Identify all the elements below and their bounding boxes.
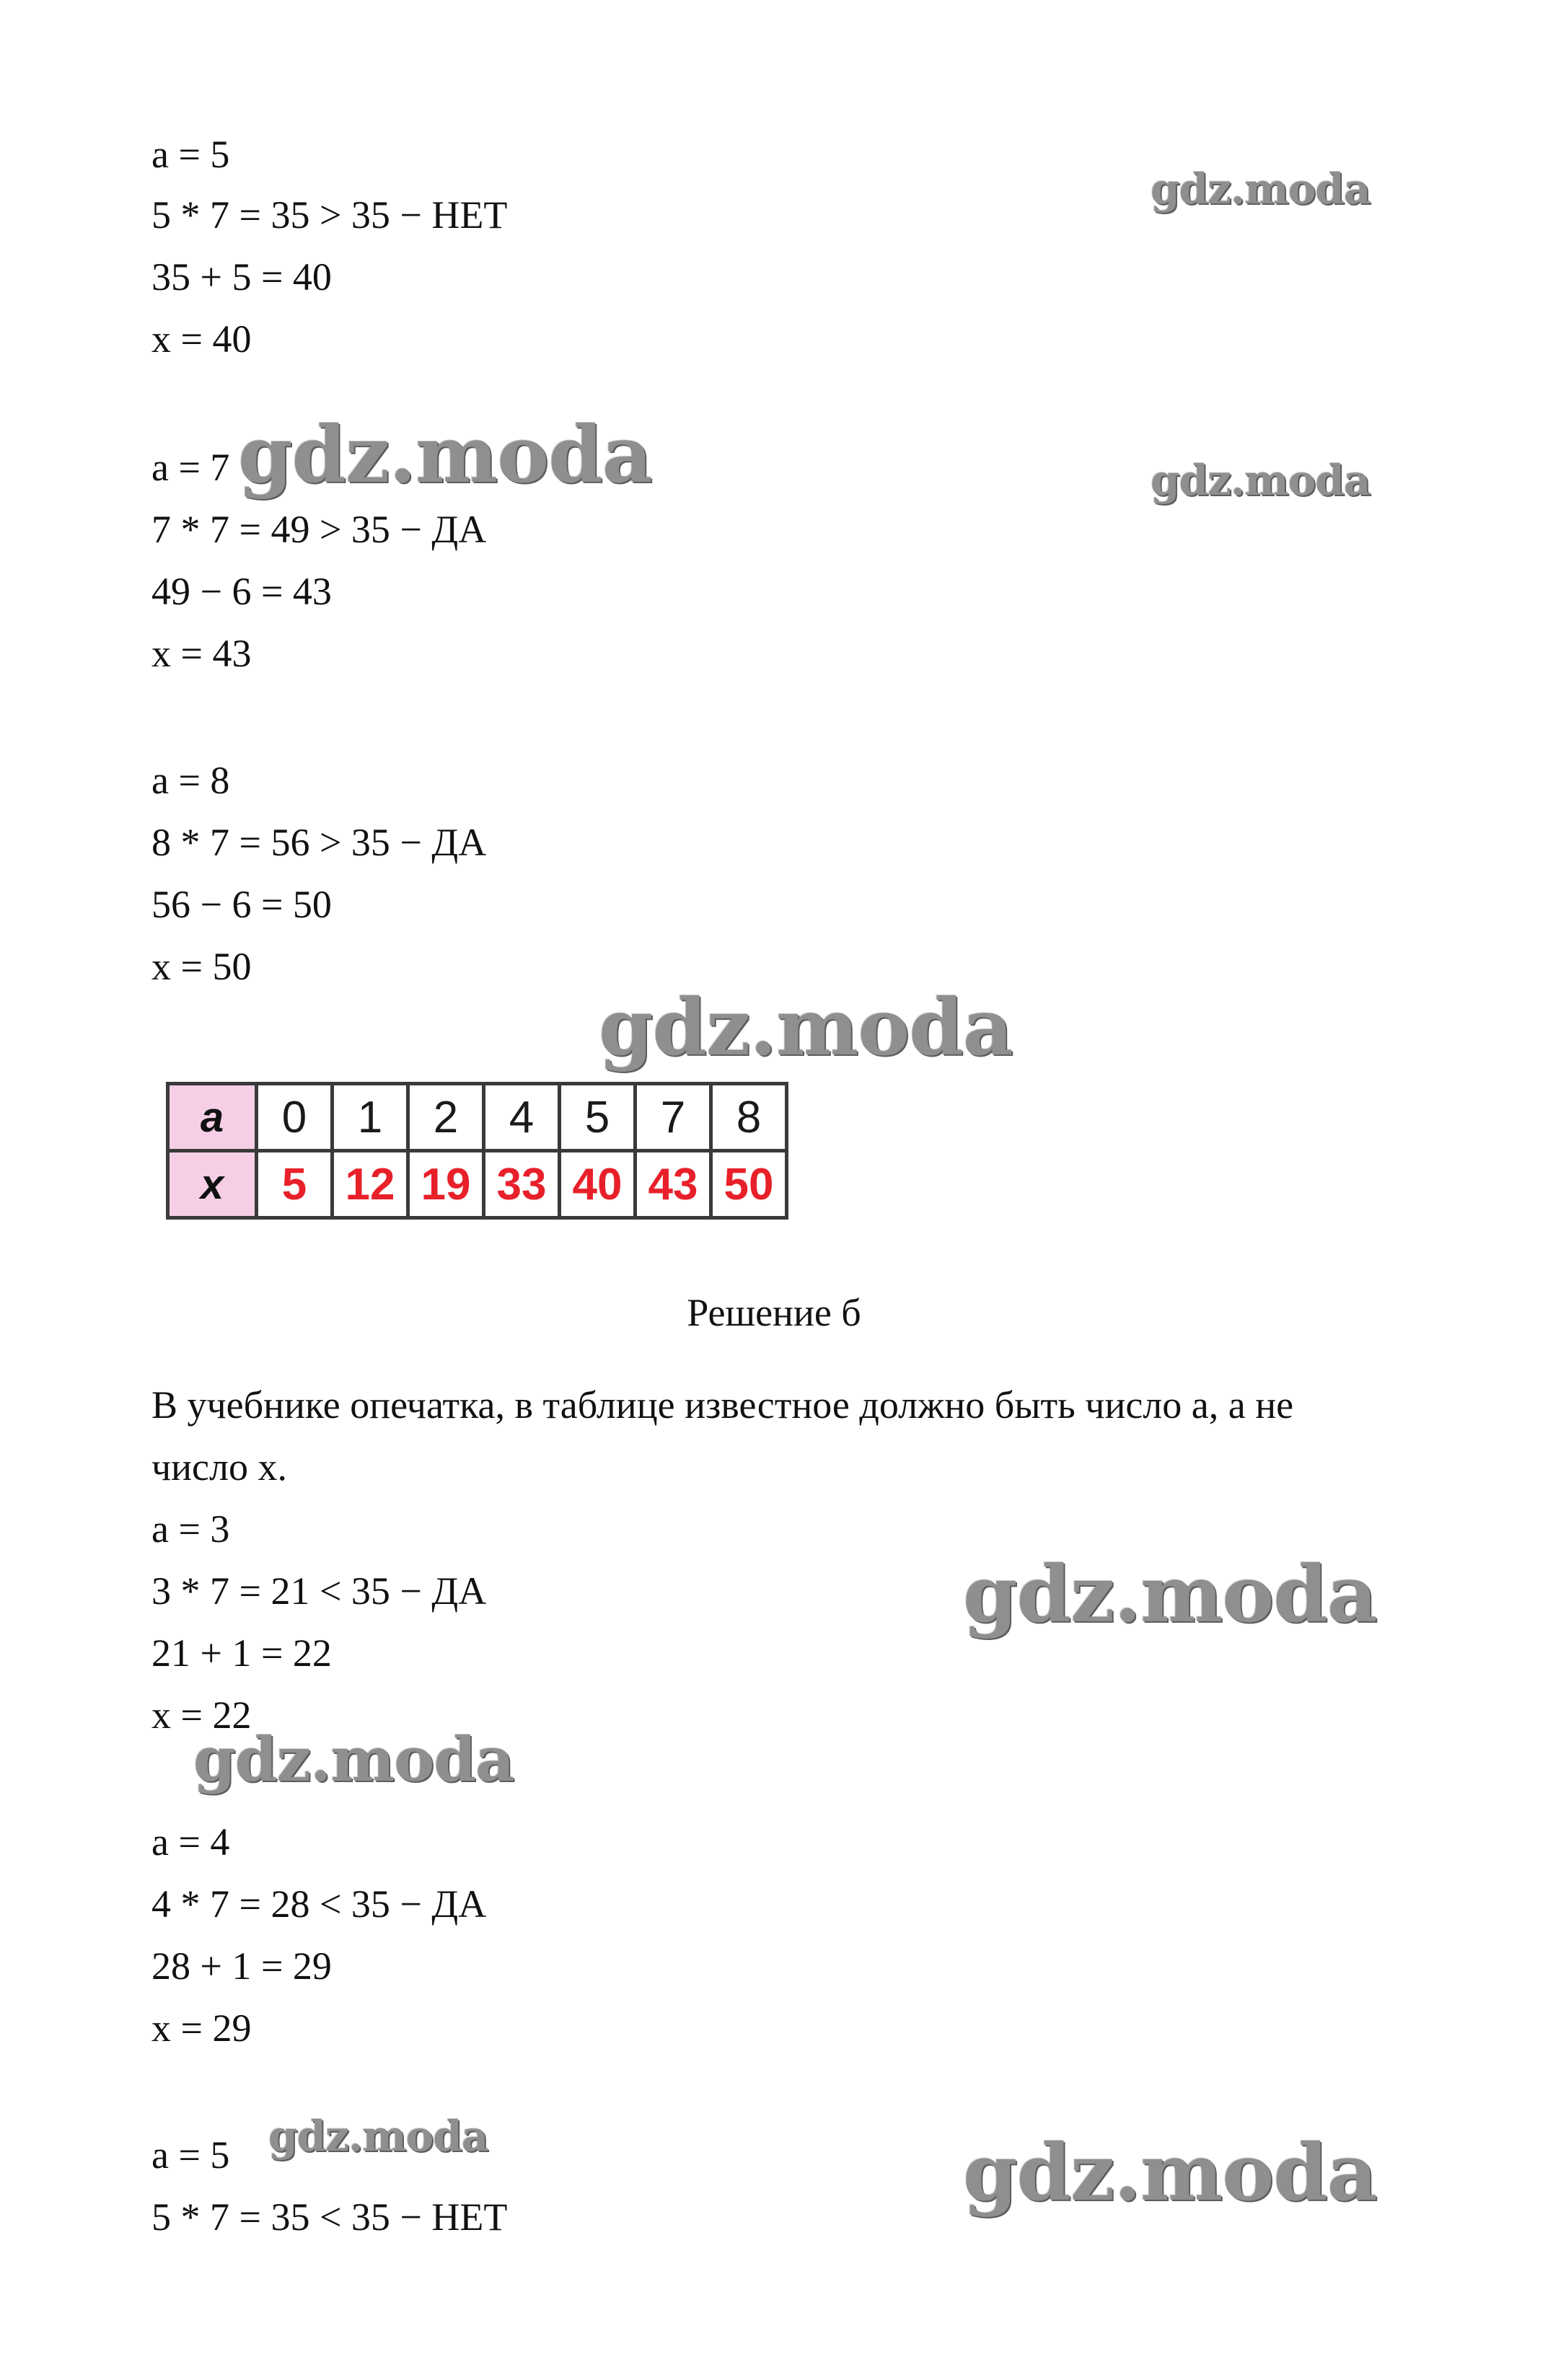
a-value-cell: 4 (484, 1084, 560, 1151)
equation-line: 49 − 6 = 43 (151, 570, 332, 613)
equation-line: 35 + 5 = 40 (151, 255, 332, 299)
equation-line: 56 − 6 = 50 (151, 883, 332, 926)
x-value-cell: 33 (484, 1151, 560, 1218)
a-value-cell: 8 (711, 1084, 787, 1151)
a-value-cell: 7 (636, 1084, 711, 1151)
answer-table (166, 1082, 788, 1220)
equation-line: a = 4 (151, 1820, 230, 1864)
equation-line: a = 5 (151, 2133, 230, 2177)
solution-heading: Решение б (687, 1291, 861, 1334)
watermark-logo: gdz.moda (599, 982, 1013, 1073)
x-value-cell: 40 (560, 1151, 636, 1218)
note-line: В учебнике опечатка, в таблице известное должно быть число а, а не (151, 1383, 1294, 1427)
a-value-cell: 1 (333, 1084, 408, 1151)
a-value-cell: 2 (408, 1084, 484, 1151)
equation-line: x = 40 (151, 317, 252, 361)
watermark-logo: gdz.moda (238, 410, 652, 501)
table-row-x (168, 1151, 787, 1218)
watermark-logo: gdz.moda (963, 1549, 1377, 1640)
equation-line: x = 22 (151, 1693, 252, 1737)
equation-line: 3 * 7 = 21 < 35 − ДА (151, 1569, 487, 1613)
equation-line: a = 8 (151, 759, 230, 802)
x-value-cell: 43 (636, 1151, 711, 1218)
equation-line: 4 * 7 = 28 < 35 − ДА (151, 1882, 487, 1926)
equation-line: a = 7 (151, 446, 230, 489)
x-value-cell: 19 (408, 1151, 484, 1218)
equation-line: x = 29 (151, 2006, 252, 2050)
row-label-x: x (168, 1151, 257, 1218)
equation-line: 21 + 1 = 22 (151, 1631, 332, 1675)
equation-line: a = 3 (151, 1507, 230, 1551)
watermark-logo: gdz.moda (1151, 456, 1371, 505)
equation-line: 5 * 7 = 35 < 35 − НЕТ (151, 2195, 508, 2239)
equation-line: x = 43 (151, 632, 252, 675)
equation-line: 7 * 7 = 49 > 35 − ДА (151, 508, 487, 551)
a-value-cell: 0 (257, 1084, 333, 1151)
watermark-logo: gdz.moda (268, 2112, 488, 2161)
equation-line: 8 * 7 = 56 > 35 − ДА (151, 821, 487, 864)
note-line: число х. (151, 1445, 287, 1489)
x-value-cell: 50 (711, 1151, 787, 1218)
x-value-cell: 5 (257, 1151, 333, 1218)
watermark-logo: gdz.moda (193, 1724, 514, 1795)
equation-line: 5 * 7 = 35 > 35 − НЕТ (151, 193, 508, 237)
watermark-logo: gdz.moda (963, 2128, 1377, 2218)
equation-line: 28 + 1 = 29 (151, 1944, 332, 1988)
equation-line: a = 5 (151, 133, 230, 176)
table-row-a (168, 1084, 787, 1151)
equation-line: x = 50 (151, 945, 252, 988)
a-value-cell: 5 (560, 1084, 636, 1151)
row-label-a: a (168, 1084, 257, 1151)
x-value-cell: 12 (333, 1151, 408, 1218)
watermark-logo: gdz.moda (1151, 164, 1371, 213)
